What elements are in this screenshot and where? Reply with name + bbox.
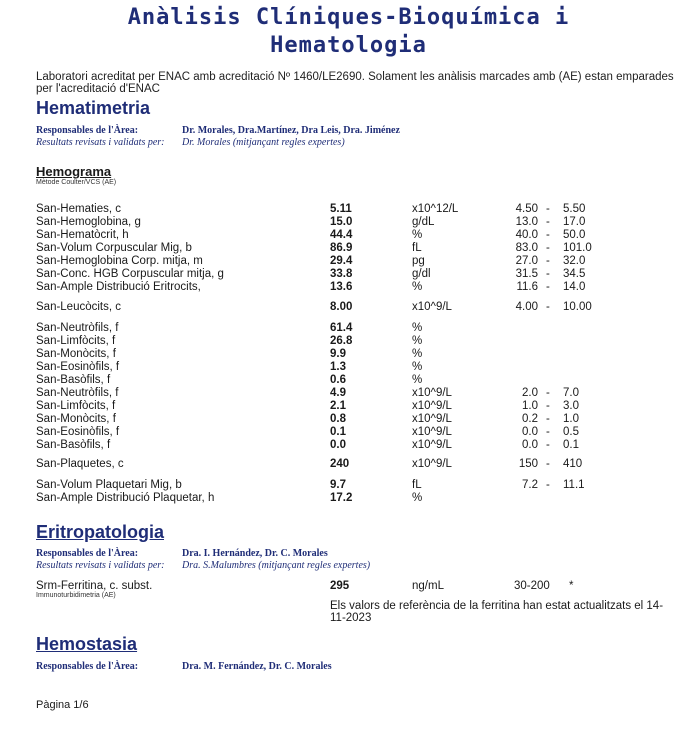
result-unit: % bbox=[412, 322, 423, 334]
report-title-line2: Hematologia bbox=[270, 33, 427, 58]
reference-dash: - bbox=[546, 216, 550, 228]
result-value: 17.2 bbox=[330, 492, 353, 504]
reference-low: 0.0 bbox=[522, 439, 538, 451]
result-unit: x10^9/L bbox=[412, 413, 452, 425]
method-label: Mètode Coulter/VCS (AE) bbox=[36, 179, 117, 186]
result-row bbox=[36, 229, 676, 242]
result-value: 0.1 bbox=[330, 426, 346, 438]
result-name: San-Eosinòfils, f bbox=[36, 426, 120, 438]
result-value: 4.9 bbox=[330, 387, 346, 399]
result-row bbox=[36, 348, 676, 361]
result-value: 86.9 bbox=[330, 242, 353, 254]
result-unit: fL bbox=[412, 479, 422, 491]
result-name: San-Basòfils, f bbox=[36, 374, 111, 386]
reference-dash: - bbox=[546, 387, 550, 399]
result-value: 5.11 bbox=[330, 203, 352, 215]
reference-dash: - bbox=[546, 479, 550, 491]
revisats-label: Resultats revisats i validats per: bbox=[36, 560, 165, 571]
reference-low: 4.00 bbox=[515, 301, 538, 313]
result-unit: x10^12/L bbox=[412, 203, 459, 215]
reference-dash: - bbox=[546, 458, 550, 470]
result-value: 13.6 bbox=[330, 281, 353, 293]
reference-high: 101.0 bbox=[563, 242, 592, 254]
report-title-line1: Anàlisis Clíniques-Bioquímica i bbox=[127, 5, 570, 30]
section-title-eritropatologia: Eritropatologia bbox=[36, 522, 165, 542]
section-title-hematimetria: Hematimetria bbox=[36, 98, 151, 118]
result-row bbox=[36, 335, 676, 348]
result-value: 33.8 bbox=[330, 268, 353, 280]
reference-dash: - bbox=[546, 242, 550, 254]
result-value: 9.9 bbox=[330, 348, 346, 360]
result-row bbox=[36, 458, 676, 471]
result-unit: % bbox=[412, 374, 423, 386]
reference-high: 34.5 bbox=[563, 268, 586, 280]
result-row bbox=[36, 361, 676, 374]
result-name: San-Volum Corpuscular Mig, b bbox=[36, 242, 192, 254]
responsables-label: Responsables de l'Àrea: bbox=[36, 125, 139, 136]
result-name: San-Basòfils, f bbox=[36, 439, 111, 451]
result-unit: % bbox=[412, 335, 423, 347]
reference-dash: - bbox=[546, 229, 550, 241]
result-value: 0.6 bbox=[330, 374, 346, 386]
result-value: 9.7 bbox=[330, 479, 346, 491]
result-unit: % bbox=[412, 281, 423, 293]
result-name: San-Hematies, c bbox=[36, 203, 122, 215]
reference-low: 2.0 bbox=[522, 387, 538, 399]
result-value: 0.0 bbox=[330, 439, 346, 451]
result-name: San-Limfòcits, f bbox=[36, 335, 116, 347]
result-row bbox=[36, 426, 676, 439]
result-name: San-Neutròfils, f bbox=[36, 387, 119, 399]
reference-high: 10.00 bbox=[563, 301, 592, 313]
subsection-title-hemograma: Hemograma bbox=[36, 164, 112, 179]
result-name: San-Ample Distribució Plaquetar, h bbox=[36, 492, 215, 504]
reference-high: 0.1 bbox=[563, 439, 579, 451]
reference-low: 83.0 bbox=[515, 242, 538, 254]
reference-high: 32.0 bbox=[563, 255, 586, 267]
result-unit: fL bbox=[412, 242, 422, 254]
result-row bbox=[36, 400, 676, 413]
reference-dash: - bbox=[546, 203, 550, 215]
result-name: San-Eosinòfils, f bbox=[36, 361, 120, 373]
reference-dash: - bbox=[546, 400, 550, 412]
result-name: San-Hematòcrit, h bbox=[36, 229, 129, 241]
result-row bbox=[36, 439, 676, 452]
result-row bbox=[36, 268, 676, 281]
reference-dash: - bbox=[546, 268, 550, 280]
reference-high: 1.0 bbox=[563, 413, 579, 425]
responsables-label: Responsables de l'Àrea: bbox=[36, 661, 139, 672]
result-row bbox=[36, 492, 676, 505]
result-unit: % bbox=[412, 229, 423, 241]
result-name: San-Hemoglobina Corp. mitja, m bbox=[36, 255, 203, 267]
result-row bbox=[36, 413, 676, 426]
revisats-value: Dr. Morales (mitjançant regles expertes) bbox=[182, 137, 345, 148]
result-name: Srm-Ferritina, c. subst. bbox=[36, 580, 153, 592]
reference-high: 11.1 bbox=[563, 479, 585, 491]
page-number: Pàgina 1/6 bbox=[36, 699, 89, 711]
result-unit: % bbox=[412, 361, 423, 373]
result-unit: g/dl bbox=[412, 268, 431, 280]
reference-low: 11.6 bbox=[516, 281, 538, 293]
result-row bbox=[36, 479, 676, 492]
result-unit: x10^9/L bbox=[412, 439, 452, 451]
result-unit: % bbox=[412, 348, 423, 360]
reference-low: 0.0 bbox=[522, 426, 538, 438]
result-name: San-Ample Distribució Eritrocits, bbox=[36, 281, 201, 293]
reference-low: 150 bbox=[518, 458, 538, 470]
reference-dash: - bbox=[546, 426, 550, 438]
reference-low: 1.0 bbox=[522, 400, 538, 412]
reference-low: 7.2 bbox=[522, 479, 538, 491]
reference-high: 17.0 bbox=[563, 216, 586, 228]
reference-range: 30-200 bbox=[514, 580, 550, 592]
reference-high: 14.0 bbox=[563, 281, 586, 293]
ferritin-note: Els valors de referència de la ferritina han estat actualitzats el 14-11-2023 bbox=[330, 600, 664, 624]
responsables-value: Dr. Morales, Dra.Martínez, Dra Leis, Dra. Jiménez bbox=[182, 125, 400, 136]
reference-high: 7.0 bbox=[563, 387, 579, 399]
reference-dash: - bbox=[546, 281, 550, 293]
result-unit: % bbox=[412, 492, 423, 504]
result-row-ferritina bbox=[36, 580, 676, 593]
result-value: 8.00 bbox=[330, 301, 353, 313]
result-row bbox=[36, 281, 676, 294]
result-value: 1.3 bbox=[330, 361, 346, 373]
result-flag: * bbox=[569, 580, 574, 592]
result-unit: pg bbox=[412, 255, 425, 267]
result-unit: x10^9/L bbox=[412, 458, 452, 470]
result-name: San-Conc. HGB Corpuscular mitja, g bbox=[36, 268, 224, 280]
section-title-hemostasia: Hemostasia bbox=[36, 634, 138, 654]
responsables-label: Responsables de l'Àrea: bbox=[36, 548, 139, 559]
result-row bbox=[36, 374, 676, 387]
reference-dash: - bbox=[546, 439, 550, 451]
reference-dash: - bbox=[546, 301, 550, 313]
result-value: 26.8 bbox=[330, 335, 353, 347]
report-title bbox=[0, 4, 697, 60]
revisats-value: Dra. S.Malumbres (mitjançant regles expertes) bbox=[182, 560, 371, 571]
reference-high: 50.0 bbox=[563, 229, 586, 241]
result-unit: g/dL bbox=[412, 216, 435, 228]
reference-high: 410 bbox=[563, 458, 583, 470]
result-name: San-Volum Plaquetari Mig, b bbox=[36, 479, 182, 491]
result-unit: x10^9/L bbox=[412, 301, 452, 313]
reference-high: 5.50 bbox=[563, 203, 586, 215]
result-name: San-Monòcits, f bbox=[36, 413, 116, 425]
result-value: 15.0 bbox=[330, 216, 353, 228]
result-row bbox=[36, 387, 676, 400]
reference-low: 27.0 bbox=[515, 255, 538, 267]
reference-low: 0.2 bbox=[522, 413, 538, 425]
reference-dash: - bbox=[546, 413, 550, 425]
result-row bbox=[36, 242, 676, 255]
responsables-value: Dra. M. Fernández, Dr. C. Morales bbox=[182, 661, 332, 672]
reference-high: 3.0 bbox=[563, 400, 579, 412]
result-value: 240 bbox=[330, 458, 350, 470]
method-label: Immunoturbidimetria (AE) bbox=[36, 592, 116, 599]
result-value: 44.4 bbox=[330, 229, 353, 241]
result-row bbox=[36, 301, 676, 314]
result-row bbox=[36, 255, 676, 268]
result-name: San-Plaquetes, c bbox=[36, 458, 124, 470]
revisats-label: Resultats revisats i validats per: bbox=[36, 137, 165, 148]
result-name: San-Leucòcits, c bbox=[36, 301, 122, 313]
result-row bbox=[36, 216, 676, 229]
result-unit: ng/mL bbox=[412, 580, 444, 592]
result-row bbox=[36, 203, 676, 216]
result-name: San-Neutròfils, f bbox=[36, 322, 119, 334]
result-row bbox=[36, 322, 676, 335]
reference-low: 31.5 bbox=[515, 268, 538, 280]
result-unit: x10^9/L bbox=[412, 426, 452, 438]
reference-dash: - bbox=[546, 255, 550, 267]
result-value: 61.4 bbox=[330, 322, 353, 334]
reference-low: 4.50 bbox=[515, 203, 538, 215]
result-name: San-Monòcits, f bbox=[36, 348, 116, 360]
accreditation-notice: Laboratori acreditat per ENAC amb acreditació Nº 1460/LE2690. Solament les anàlisis marcades amb (AE) estan emparades per l'acreditació d'ENAC bbox=[36, 71, 674, 95]
result-value: 0.8 bbox=[330, 413, 346, 425]
responsables-value: Dra. I. Hernández, Dr. C. Morales bbox=[182, 548, 328, 559]
result-name: San-Hemoglobina, g bbox=[36, 216, 141, 228]
result-unit: x10^9/L bbox=[412, 400, 452, 412]
result-value: 2.1 bbox=[330, 400, 346, 412]
reference-low: 13.0 bbox=[515, 216, 538, 228]
result-unit: x10^9/L bbox=[412, 387, 452, 399]
result-name: San-Limfòcits, f bbox=[36, 400, 116, 412]
reference-low: 40.0 bbox=[515, 229, 538, 241]
result-value: 29.4 bbox=[330, 255, 353, 267]
reference-high: 0.5 bbox=[563, 426, 579, 438]
result-value: 295 bbox=[330, 580, 350, 592]
